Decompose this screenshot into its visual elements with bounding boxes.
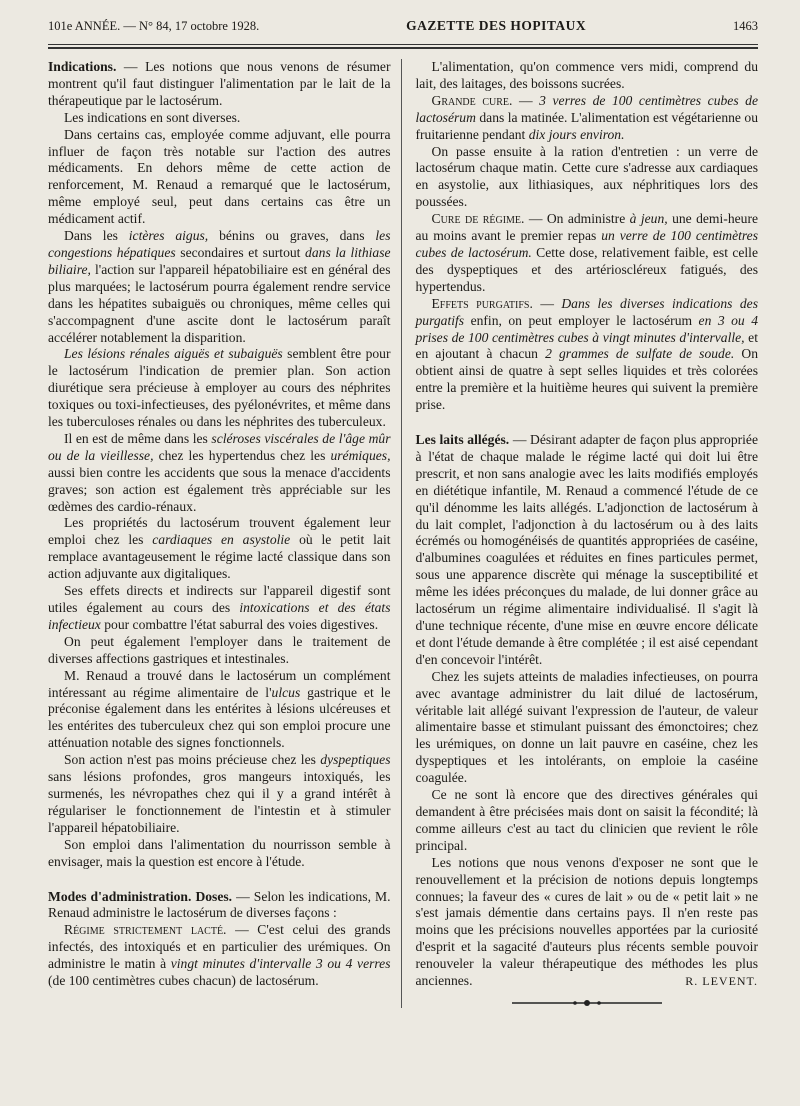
paragraph: Ce ne sont là encore que des directives générales qui demandent à être précisées mais dont on saisit la fécondité; là comme ailleurs c'est au tact du clinicien que revient le rôle principal. xyxy=(415,787,758,853)
paragraph: Son emploi dans l'alimentation du nourrisson semble à envisager, mais la question est encore à l'étude. xyxy=(48,836,391,869)
author-signature: R. LEVENT. xyxy=(685,974,758,989)
right-column xyxy=(416,59,759,1008)
paragraph: On peut également l'employer dans le traitement de diverses affections gastriques et intestinales. xyxy=(48,633,391,666)
header-rule xyxy=(48,44,758,45)
paragraph: Chez les sujets atteints de maladies infectieuses, on pourra avec avantage administrer du lait dilué de lactosérum, véritable lait allégé suivant l'expression de l'auteur, de valeur alimentaire basse et stimulant puissant des émonctoires; chez les urémiques, on donne un lait pauvre en caséine, chez les dyspeptiques et les intolérants, on emploie la caséine coagulée. xyxy=(415,668,758,786)
running-header xyxy=(48,18,758,40)
paragraph: Effets purgatifs. — Dans les diverses indications des purgatifs enfin, on peut employer le lactosérum en 3 ou 4 prises de 100 centimètres cubes à vingt minutes d'intervalle, et en ajoutant à chacun 2 grammes de sulfate de soude. On obtient ainsi de quatre à sept selles liquides et très colorées entre la première et la huitième heures qui suivent la première prise. xyxy=(415,295,759,413)
paragraph: Les lésions rénales aiguës et subaiguës semblent être pour le lactosérum l'indication de premier plan. Son action diurétique sera précieuse à employer au cours des néphrites toxiques ou toxi-infectieuses, des pyélonévrites, et même dans les tuberculoses rénales ou dans les néphrites des tuberculeux. xyxy=(48,346,391,430)
paragraph: Cure de régime. — On administre à jeun, une demi-heure au moins avant le premier repas un verre de 100 centimètres cubes de lactosérum. Cette dose, relativement faible, est celle des dyspeptiques et des artérioscléreux fatigués, des hypertendus. xyxy=(415,211,759,294)
indications-heading: Indications. xyxy=(48,59,117,74)
header-rule-thick xyxy=(48,47,758,49)
paragraph: Les notions que nous venons d'exposer ne sont que le renouvellement et la précision de notions depuis longtemps connues; la faveur des « cures de lait » ou de « petit lait » ne s'est jamais démentie dans certains pays. Il n'en reste pas moins que les précisions nouvelles apportées par la curiosité d'esprit et la sagacité d'auteurs plus récents semble pouvoir renouveler la valeur thérapeutique des méthodes les plus anciennes. R. LEVENT. xyxy=(415,854,758,989)
article-body xyxy=(48,59,758,1008)
laits-heading: Les laits allégés. xyxy=(415,432,510,448)
end-ornament xyxy=(416,998,759,1008)
subheading: Grande cure. xyxy=(431,92,513,108)
paragraph: L'alimentation, qu'on commence vers midi, comprend du lait, des laitages, des boissons sucrées. xyxy=(415,59,758,91)
paragraph: Son action n'est pas moins précieuse chez les dyspeptiques sans lésions profondes, gros mangeurs intoxiqués, les surmenés, les névropathes chez qui il y a grand intérêt à régulariser le fonctionnement de l'intestin et à stimuler l'appareil hépatobiliaire. xyxy=(48,752,391,835)
ornament-rule-icon xyxy=(507,998,667,1008)
paragraph: Les propriétés du lactosérum trouvent également leur emploi chez les cardiaques en asystolie où le petit lait remplace avantageusement le régime lacté classique dans son action adjuvante aux digitaliques. xyxy=(48,515,391,582)
paragraph: On passe ensuite à la ration d'entretien : un verre de lactosérum chaque matin. Cette cure s'adresse aux cardiaques en asystolie, aux lithiasiques, aux néphritiques lors des poussées. xyxy=(415,143,758,210)
subheading: Cure de régime. xyxy=(431,211,525,227)
paragraph: Dans certains cas, employée comme adjuvant, elle pourra influer de façon très notable sur l'action des autres médicaments. En dehors même de cette action de renforcement, M. Renaud a remarqué que le lactosérum, même employé seul, peut dans certains cas être un médicament actif. xyxy=(48,126,391,227)
issue-line: 101e ANNÉE. — N° 84, 17 octobre 1928. xyxy=(48,19,260,33)
subheading: Effets purgatifs. xyxy=(431,295,533,311)
paragraph: Les indications en sont diverses. xyxy=(64,109,241,125)
modes-heading: Modes d'administration. Doses. xyxy=(48,888,233,904)
paragraph: Régime strictement lacté. — C'est celui des grands infectés, des intoxiqués et en particulier des urémiques. On administre le matin à vingt minutes d'intervalle 3 ou 4 verres (de 100 centimètres cubes chacun) de lactosérum. xyxy=(48,922,391,989)
left-column xyxy=(48,59,402,1008)
paragraph: Ses effets directs et indirects sur l'appareil digestif sont utiles également au cours des intoxications et des états infectieux pour combattre l'état saburral des voies digestives. xyxy=(48,583,391,632)
modes-paragraph: Modes d'administration. Doses. — Selon les indications, M. Renaud administre le lactosérum de diverses façons : xyxy=(48,888,391,921)
paragraph: M. Renaud a trouvé dans le lactosérum un complément intéressant au régime alimentaire de l'ulcus gastrique et le préconise également dans les entérites à lésions ulcéreuses et les entérites des tuberculeux chez qui son emploi procure une atténuation notable des signes fonctionnels. xyxy=(48,667,391,751)
journal-title: GAZETTE DES HOPITAUX xyxy=(406,18,587,33)
page-number: 1463 xyxy=(732,19,758,33)
paragraph: Il en est de même dans les scléroses viscérales de l'âge mûr ou de la vieillesse, chez les hypertendus chez les urémiques, aussi bien contre les accidents que sous la menace d'accidents graves; son action est également très appréciable sur les œdèmes des cardio-rénaux. xyxy=(48,430,391,514)
subheading: Régime strictement lacté. xyxy=(64,922,227,938)
paragraph: Dans les ictères aigus, bénins ou graves, dans les congestions hépatiques secondaires et surtout dans la lithiase biliaire, l'action sur l'appareil hépatobiliaire est en général des plus marquées; le lactosérum pourra également rendre service dans les hépatites subaiguës ou chroniques, même celles qui s'accompagnent d'une ascite dont le lactosérum paraît accélérer notablement la disparition. xyxy=(48,228,391,345)
paragraph: Grande cure. — 3 verres de 100 centimètres cubes de lactosérum dans la matinée. L'alimentation est végétarienne ou fruitarienne pendant dix jours environ. xyxy=(415,92,759,142)
indications-paragraph: Indications. — Les notions que nous venons de résumer montrent qu'il faut distinguer l'alimentation par le lait de la thérapeutique par le lactosérum. xyxy=(48,59,391,108)
laits-paragraph: Les laits allégés. — Désirant adapter de façon plus appropriée à l'état de chaque malade le régime lacté qui doit lui être prescrit, et non sans analogie avec les laits modifiés employés en diététique infantile, M. Renaud a commencé l'étude de ce qu'il dénomme les laits allégés. L'adjonction de lactosérum à du lait complet, l'adjonction à du lactosérum ou à des laits écrémés ou homogénéisés de quantités appropriées de caséine, d'albumines coagulées et réduites en fines particules permet, sous une apparence discrète qui ménage la susceptibilité et même les idées préconçues du malade, de lui donner grâce au lactosérum un régime alimentaire individualisé. Il s'agit là d'une technique récente, d'une mise en œuvre encore délicate et dont l'étude demande à être complétée ; il est aisé cependant d'en concevoir l'intérêt. xyxy=(415,432,758,667)
